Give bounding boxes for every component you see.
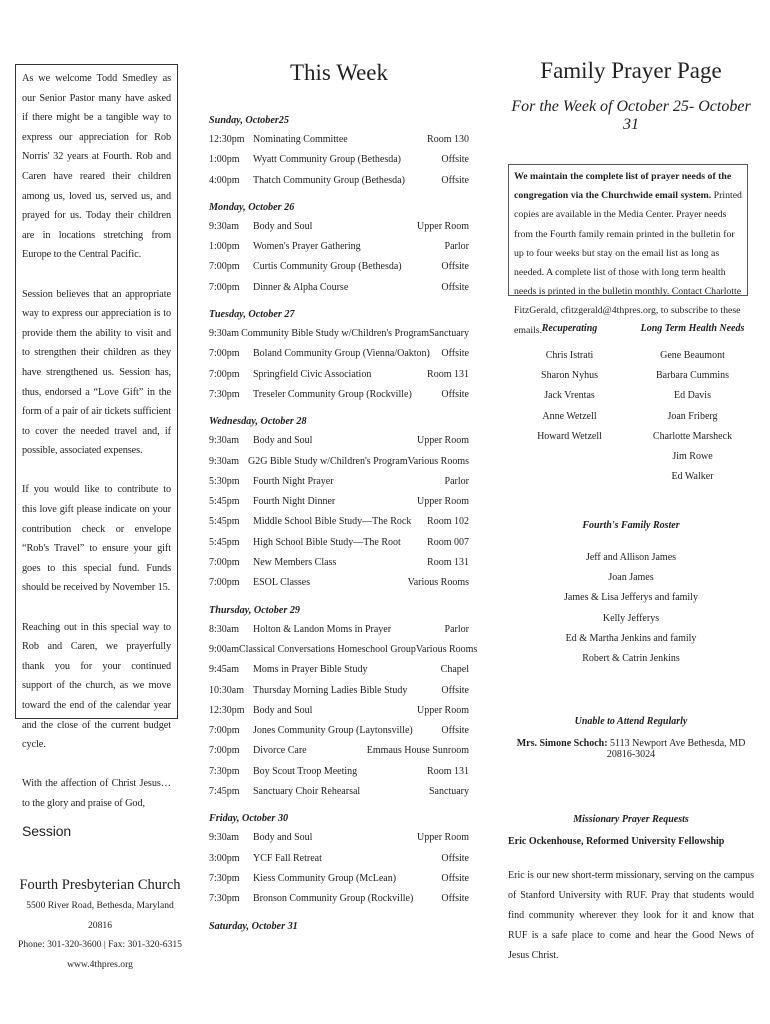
event-name: Dinner & Alpha Course [253, 281, 349, 293]
recuperating-name: Sharon Nyhus [541, 370, 598, 382]
schedule-row [209, 365, 469, 385]
event-name: Wyatt Community Group (Bethesda) [253, 154, 401, 166]
schedule-row [209, 278, 469, 298]
recuperating-header: Recuperating [541, 323, 598, 334]
event-name: Fourth Night Prayer [253, 475, 334, 487]
event-time: 5:45pm [209, 536, 240, 548]
event-time: 9:30am [209, 220, 239, 232]
letter-paragraph: As we welcome Todd Smedley as our Senior Pastor many have asked if there might be a tangible way to express our appreciation for Rob Norris' 32 years at Fourth. Rob and Caren have reared their children among us, loved us, served us, and prayed for us. Today their children are in locations stretching from Europe to the Central Pacific. [22, 73, 171, 261]
event-location: Offsite [441, 281, 469, 293]
recuperating-name: Jack Vrentas [544, 390, 595, 402]
love-gift-letter [15, 64, 178, 839]
event-name: Community Bible Study w/Children's Program [241, 328, 429, 340]
recuperating-name: Howard Wetzell [537, 430, 602, 442]
day-heading: Tuesday, October 27 [209, 309, 295, 321]
event-time: 7:30pm [209, 765, 240, 777]
event-location: Offsite [441, 348, 469, 360]
church-info [15, 874, 185, 974]
event-name: Fourth Night Dinner [253, 496, 336, 508]
event-location: Room 130 [427, 134, 469, 145]
event-time: 7:30pm [209, 872, 240, 884]
event-time: 7:45pm [209, 786, 240, 798]
event-name: Middle School Bible Study—The Rock [253, 516, 412, 528]
long-term-name: Gene Beaumont [660, 350, 725, 361]
church-website: www.4thpres.org [67, 958, 133, 970]
event-time: 9:30am [209, 832, 239, 844]
day-heading: Sunday, October25 [209, 115, 289, 126]
event-location: Room 131 [427, 765, 469, 777]
event-location: Emmaus House Sunroom [366, 745, 469, 757]
event-location: Parlor [444, 475, 469, 487]
event-name: Bronson Community Group (Rockville) [253, 893, 414, 905]
church-address: 5500 River Road, Bethesda, Maryland 20816 [26, 900, 174, 931]
event-time: 1:00pm [209, 241, 240, 253]
notice-bold-text: We maintain the complete list of prayer needs of the congregation via the Churchwide email system. [514, 171, 732, 202]
event-time: 9:00am [209, 643, 239, 655]
schedule-row [209, 721, 469, 741]
event-time: 1:00pm [209, 154, 240, 166]
health-lists [508, 320, 754, 487]
unable-name: Mrs. Simone Schoch: [516, 738, 608, 749]
recuperating-list [508, 320, 631, 487]
schedule-row [209, 431, 469, 451]
schedule-row [209, 533, 469, 553]
event-name: Boland Community Group (Vienna/Oakton) [253, 348, 430, 360]
event-time: 7:00pm [209, 577, 240, 589]
event-location: Room 102 [427, 516, 469, 528]
event-name: New Members Class [253, 557, 337, 569]
unable-to-attend [508, 712, 754, 760]
day-heading: Thursday, October 29 [209, 604, 301, 616]
day-heading: Wednesday, October 28 [209, 416, 307, 428]
event-time: 7:00pm [209, 725, 240, 737]
schedule-row [209, 257, 469, 277]
long-term-name: Ed Davis [674, 390, 711, 402]
event-location: Room 131 [427, 368, 469, 380]
long-term-name: Joan Friberg [667, 410, 718, 422]
event-name: Sanctuary Choir Rehearsal [253, 786, 361, 798]
schedule-row [209, 553, 469, 573]
event-location: Upper Room [417, 435, 469, 447]
event-location: Offsite [441, 684, 469, 696]
event-time: 7:00pm [209, 557, 240, 569]
day-heading: Monday, October 26 [209, 201, 295, 213]
schedule-row [209, 573, 469, 593]
event-time: 7:00pm [209, 348, 240, 360]
schedule-row [209, 324, 469, 344]
missionary-name: Eric Ockenhouse, Reformed University Fellowship [508, 836, 725, 847]
schedule-row [209, 130, 469, 150]
schedule-row [209, 385, 469, 405]
roster-family: Kelly Jefferys [602, 612, 660, 624]
event-name: Body and Soul [253, 220, 313, 232]
schedule-row [209, 782, 469, 802]
event-name: Divorce Care [253, 745, 307, 757]
event-name: Nominating Committee [253, 134, 348, 145]
event-location: Sanctuary [429, 786, 469, 798]
event-location: Offsite [441, 388, 469, 400]
event-time: 7:00pm [209, 261, 240, 273]
schedule-row [209, 150, 469, 170]
event-time: 7:00pm [209, 368, 240, 380]
event-time: 5:45pm [209, 496, 240, 508]
roster-family: James & Lisa Jefferys and family [564, 592, 698, 604]
roster-family: Joan James [608, 572, 654, 584]
event-name: Thursday Morning Ladies Bible Study [253, 684, 408, 696]
schedule-row [209, 762, 469, 782]
event-time: 10:30am [209, 684, 244, 696]
event-location: Chapel [440, 664, 469, 676]
event-time: 7:00pm [209, 281, 240, 293]
schedule-row [209, 344, 469, 364]
schedule-row [209, 237, 469, 257]
event-location: Upper Room [417, 496, 469, 508]
event-name: Boy Scout Troop Meeting [253, 765, 358, 777]
event-location: Various Rooms [407, 577, 469, 589]
family-roster [508, 516, 754, 669]
event-location: Various Rooms [407, 455, 469, 467]
letter-paragraph: With the affection of Christ Jesus…to the glory and praise of God, [22, 778, 171, 809]
event-location: Various Rooms [415, 643, 478, 655]
schedule-row [209, 620, 469, 640]
long-term-name: Ed Walker [671, 471, 714, 483]
event-time: 12:30pm [209, 704, 245, 716]
event-name: Holton & Landon Moms in Prayer [253, 623, 392, 635]
church-name: Fourth Presbyterian Church [19, 877, 181, 893]
event-time: 8:30am [209, 623, 239, 635]
event-name: YCF Fall Retreat [253, 852, 322, 864]
event-time: 4:00pm [209, 174, 240, 186]
event-name: G2G Bible Study w/Children's Program [248, 455, 408, 467]
event-name: Body and Soul [253, 435, 313, 447]
event-time: 5:30pm [209, 475, 240, 487]
roster-family: Robert & Catrin Jenkins [582, 653, 680, 665]
event-name: Springfield Civic Association [253, 368, 372, 380]
schedule-row [209, 512, 469, 532]
event-name: Treseler Community Group (Rockville) [253, 388, 412, 400]
event-location: Room 007 [427, 536, 469, 548]
letter-signature: Session [22, 822, 72, 839]
long-term-header: Long Term Health Needs [640, 323, 745, 334]
unable-address: 5113 Newport Ave Bethesda, MD 20816-3024 [606, 738, 746, 760]
event-name: Jones Community Group (Laytonsville) [253, 725, 413, 737]
event-time: 9:45am [209, 664, 239, 676]
schedule-row [209, 701, 469, 721]
event-time: 5:45pm [209, 516, 240, 528]
event-name: Curtis Community Group (Bethesda) [253, 261, 402, 273]
schedule-row [209, 741, 469, 761]
event-location: Offsite [441, 893, 469, 905]
day-heading: Friday, October 30 [209, 813, 289, 825]
event-location: Parlor [444, 623, 469, 635]
schedule-row [209, 681, 469, 701]
event-name: High School Bible Study—The Root [253, 536, 401, 548]
schedule-row [209, 217, 469, 237]
event-name: Moms in Prayer Bible Study [253, 664, 368, 676]
letter-paragraph: Session believes that an appropriate way to express our appreciation is to provide them the ability to visit and to strengthen their children as they have strengthened us. Session has, thus, endorsed a “Love Gift” in the form of a pair of air tickets sufficient to cover the needed travel and, if possible, associated expenses. [22, 288, 171, 457]
unable-header: Unable to Attend Regularly [574, 716, 688, 727]
long-term-name: Charlotte Marsheck [652, 430, 733, 442]
event-time: 3:00pm [209, 852, 240, 864]
event-name: Kiess Community Group (McLean) [253, 872, 397, 884]
roster-family: Jeff and Allison James [585, 552, 677, 563]
recuperating-name: Chris Istrati [545, 350, 594, 361]
schedule-row [209, 889, 469, 909]
event-name: Thatch Community Group (Bethesda) [253, 174, 405, 186]
event-time: 7:30pm [209, 388, 240, 400]
event-name: Classical Conversations Homeschool Group [239, 643, 416, 655]
event-location: Offsite [441, 852, 469, 864]
schedule-row [209, 452, 469, 472]
event-location: Offsite [441, 261, 469, 273]
missionary-body: Eric is our new short-term missionary, serving on the campus of Stanford University with RUF. Pray that students would find community wherever they look for it and know that RUF is a safe place to come and hear the Good News of Jesus Christ. [508, 870, 754, 961]
schedule-row [209, 472, 469, 492]
recuperating-name: Anne Wetzell [542, 410, 597, 422]
schedule-row [209, 869, 469, 889]
event-location: Parlor [444, 241, 469, 253]
letter-paragraph: If you would like to contribute to this love gift please indicate on your contribution check or envelope “Rob's Travel” to ensure your gift goes to this special fund. Funds should be received by November 15. [22, 484, 171, 594]
day-heading: Saturday, October 31 [209, 920, 298, 932]
event-location: Offsite [441, 154, 469, 166]
event-time: 12:30pm [209, 134, 245, 145]
missionary-requests [508, 810, 754, 966]
schedule-row [209, 660, 469, 680]
event-time: 9:30am [209, 328, 239, 340]
long-term-name: Jim Rowe [672, 451, 713, 463]
schedule-row [209, 171, 469, 191]
schedule-row [209, 828, 469, 848]
event-location: Upper Room [417, 220, 469, 232]
event-location: Room 131 [427, 557, 469, 569]
event-name: Body and Soul [253, 832, 313, 844]
event-location: Offsite [441, 725, 469, 737]
missionary-header: Missionary Prayer Requests [573, 814, 689, 825]
long-term-list [631, 320, 754, 487]
event-name: Women's Prayer Gathering [253, 241, 361, 253]
letter-paragraph: Reaching out in this special way to Rob and Caren, we prayerfully thank you for your continued support of the church, as we move toward the end of the calendar year and the close of the current budget cycle. [22, 621, 171, 751]
event-location: Sanctuary [429, 328, 469, 340]
long-term-name: Barbara Cummins [655, 370, 730, 382]
this-week-title: This Week [289, 60, 388, 85]
roster-family: Ed & Martha Jenkins and family [565, 632, 697, 644]
schedule-row [209, 849, 469, 869]
notice-text: Printed copies are available in the Media Center. Prayer needs from the Fourth family remain printed in the bulletin for up to four weeks but stay on the email list as long as needed. A complete list of those with long term health needs is printed in the bulletin monthly. Contact Charlotte FitzGerald, cfitzgerald@4thpres.org, to subscribe to these emails. [514, 190, 742, 336]
event-time: 9:30am [209, 455, 239, 467]
event-location: Upper Room [417, 704, 469, 716]
event-location: Offsite [441, 872, 469, 884]
event-time: 7:00pm [209, 745, 240, 757]
prayer-page-title: Family Prayer Page [540, 58, 722, 83]
roster-header: Fourth's Family Roster [582, 520, 680, 531]
event-time: 7:30pm [209, 893, 240, 905]
event-name: Body and Soul [253, 704, 313, 716]
weekly-schedule [209, 110, 478, 936]
event-location: Upper Room [417, 832, 469, 844]
event-time: 9:30am [209, 435, 239, 447]
prayer-page-subtitle: For the Week of October 25- October 31 [511, 98, 751, 133]
event-name: ESOL Classes [253, 577, 311, 589]
schedule-row [209, 492, 469, 512]
schedule-row [209, 640, 478, 660]
church-phone: Phone: 301-320-3600 | Fax: 301-320-6315 [18, 939, 182, 950]
event-location: Offsite [441, 174, 469, 186]
